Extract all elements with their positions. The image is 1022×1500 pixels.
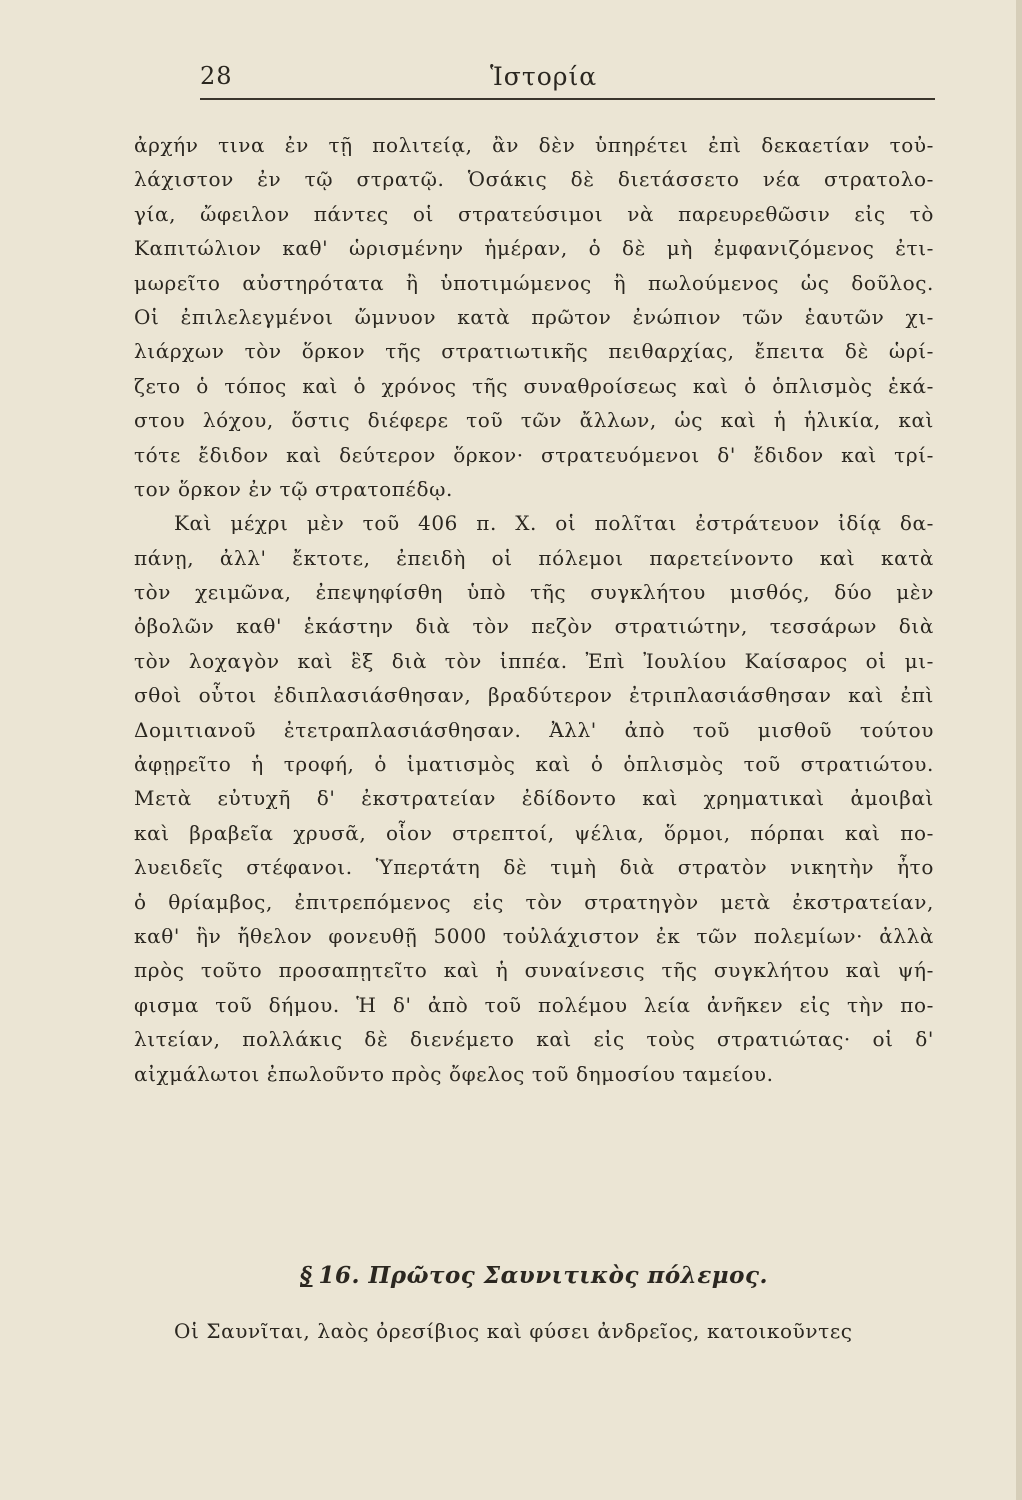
text-line: φισμα τοῦ δήμου. Ἡ δ' ἀπὸ τοῦ πολέμου λεία ἀνῆκεν εἰς τὴν πο- (134, 992, 934, 1017)
text-line: πρὸς τοῦτο προσαπῃτεῖτο καὶ ἡ συναίνεσις τῆς συγκλήτου καὶ ψή- (134, 958, 934, 983)
text-line: Μετὰ εὐτυχῆ δ' ἐκστρατείαν ἐδίδοντο καὶ χρηματικαὶ ἀμοιβαὶ (134, 786, 934, 811)
text-line: σθοὶ οὗτοι ἐδιπλασιάσθησαν, βραδύτερον ἐτριπλασιάσθησαν καὶ ἐπὶ (134, 683, 934, 708)
text-line: τὸν χειμῶνα, ἐπεψηφίσθη ὑπὸ τῆς συγκλήτου μισθός, δύο μὲν (134, 580, 934, 605)
page-header (200, 62, 935, 102)
text-line: στου λόχου, ὅστις διέφερε τοῦ τῶν ἄλλων, ὡς καὶ ἡ ἡλικία, καὶ (134, 408, 934, 433)
section-title: 16. Πρῶτος Σαυνιτικὸς πόλεμος. (318, 1262, 768, 1289)
text-line: λάχιστον ἐν τῷ στρατῷ. Ὁσάκις δὲ διετάσσετο νέα στρατολο- (134, 167, 934, 192)
section-text (134, 1314, 934, 1348)
text-line: Καπιτώλιον καθ' ὡρισμένην ἡμέραν, ὁ δὲ μὴ ἐμφανιζόμενος ἐτι- (134, 236, 934, 261)
text-line: Οἱ Σαυνῖται, λαὸς ὀρεσίβιος καὶ φύσει ἀνδρεῖος, κατοικοῦντες (174, 1319, 853, 1343)
text-line: ἀρχήν τινα ἐν τῇ πολιτείᾳ, ἂν δὲν ὑπηρέτει ἐπὶ δεκαετίαν τοὐ- (134, 133, 934, 157)
section-mark: § (300, 1262, 313, 1289)
body-text (134, 128, 934, 1091)
text-line: αἰχμάλωτοι ἐπωλοῦντο πρὸς ὄφελος τοῦ δημοσίου ταμείου. (134, 1061, 774, 1086)
header-rule (200, 98, 935, 100)
text-line: λιτείαν, πολλάκις δὲ διενέμετο καὶ εἰς τοὺς στρατιώτας· οἱ δ' (134, 1027, 934, 1052)
text-line: Δομιτιανοῦ ἐτετραπλασιάσθησαν. Ἀλλ' ἀπὸ τοῦ μισθοῦ τούτου (134, 717, 934, 742)
text-line: τον ὅρκον ἐν τῷ στρατοπέδῳ. (134, 476, 453, 501)
page-edge (1016, 0, 1022, 1500)
text-line: ὁ θρίαμβος, ἐπιτρεπόμενος εἰς τὸν στρατηγὸν μετὰ ἐκστρατείαν, (134, 889, 934, 914)
text-line: ἀφῃρεῖτο ἡ τροφή, ὁ ἱματισμὸς καὶ ὁ ὁπλισμὸς τοῦ στρατιώτου. (134, 752, 934, 777)
text-line: γία, ὤφειλον πάντες οἱ στρατεύσιμοι νὰ παρευρεθῶσιν εἰς τὸ (134, 201, 934, 226)
text-line: λυειδεῖς στέφανοι. Ὑπερτάτη δὲ τιμὴ διὰ στρατὸν νικητὴν ἦτο (134, 855, 934, 880)
text-line: Καὶ μέχρι μὲν τοῦ 406 π. Χ. οἱ πολῖται ἐστράτευον ἰδίᾳ δα- (174, 511, 934, 536)
section-heading (300, 1262, 768, 1289)
page-number: 28 (200, 62, 233, 90)
text-line: πάνῃ, ἀλλ' ἔκτοτε, ἐπειδὴ οἱ πόλεμοι παρετείνοντο καὶ κατὰ (134, 545, 934, 570)
text-line: λιάρχων τὸν ὅρκον τῆς στρατιωτικῆς πειθαρχίας, ἔπειτα δὲ ὡρί- (134, 339, 934, 364)
text-line: καθ' ἣν ἤθελον φονευθῇ 5000 τοὐλάχιστον ἐκ τῶν πολεμίων· ἀλλὰ (134, 923, 934, 948)
text-line: Οἱ ἐπιλελεγμένοι ὤμνυον κατὰ πρῶτον ἐνώπιον τῶν ἑαυτῶν χι- (134, 304, 934, 329)
text-line: ὀβολῶν καθ' ἑκάστην διὰ τὸν πεζὸν στρατιώτην, τεσσάρων διὰ (134, 614, 934, 639)
text-line: ζετο ὁ τόπος καὶ ὁ χρόνος τῆς συναθροίσεως καὶ ὁ ὁπλισμὸς ἑκά- (134, 373, 934, 398)
text-line: τότε ἔδιδον καὶ δεύτερον ὅρκον· στρατευόμενοι δ' ἔδιδον καὶ τρί- (134, 442, 934, 467)
running-title: Ἱστορία (490, 62, 598, 91)
text-line: μωρεῖτο αὐστηρότατα ἢ ὑποτιμώμενος ἢ πωλούμενος ὡς δοῦλος. (134, 270, 934, 295)
text-line: καὶ βραβεῖα χρυσᾶ, οἷον στρεπτοί, ψέλια, ὅρμοι, πόρπαι καὶ πο- (134, 820, 934, 845)
text-line: τὸν λοχαγὸν καὶ ἓξ διὰ τὸν ἱππέα. Ἐπὶ Ἰουλίου Καίσαρος οἱ μι- (134, 648, 934, 673)
